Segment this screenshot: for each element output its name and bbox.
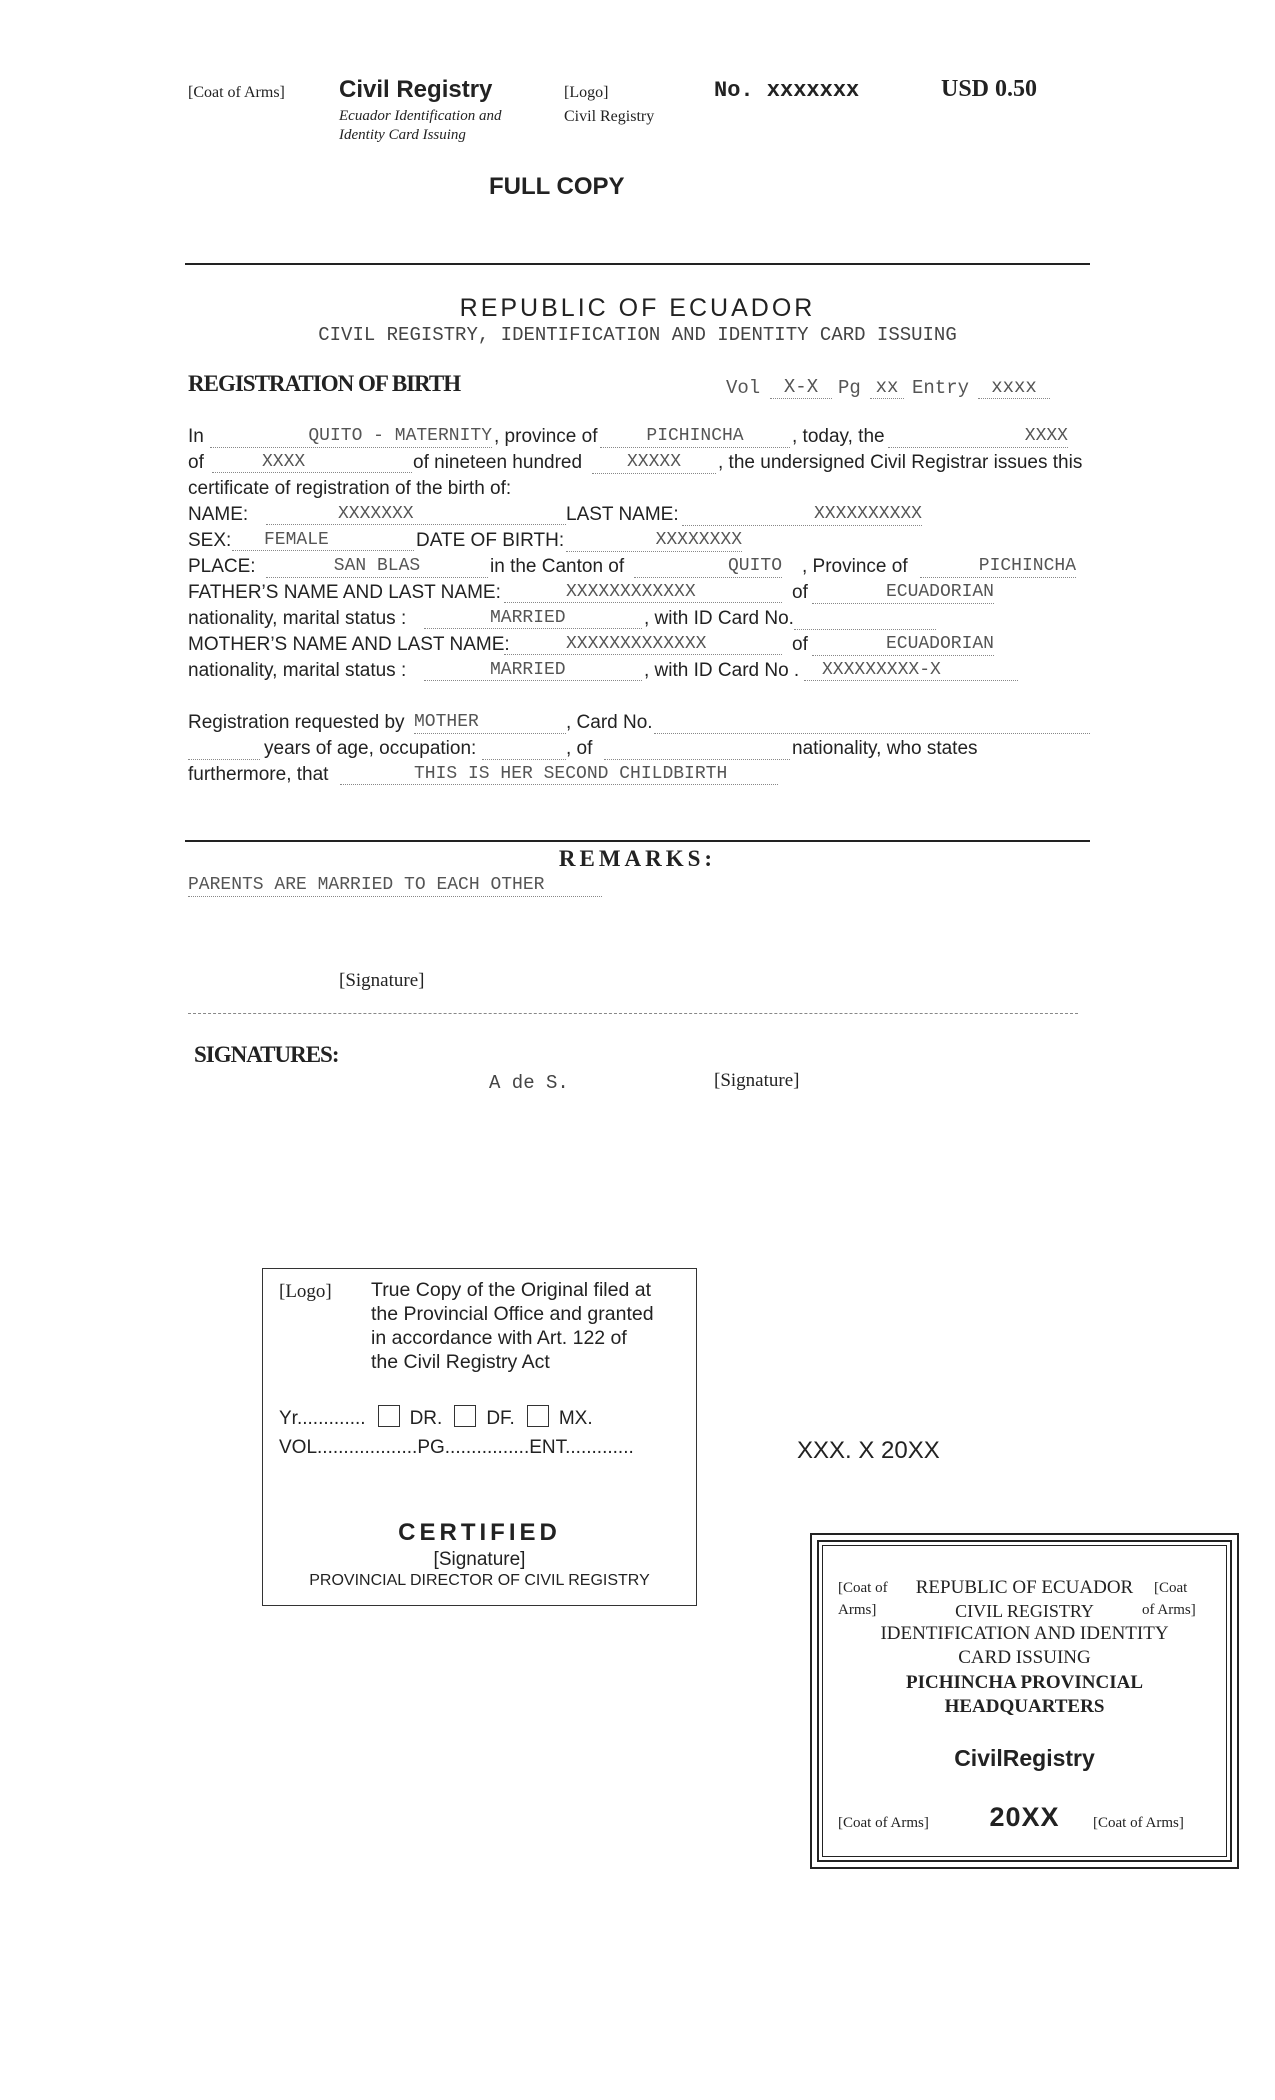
signatures-signature: [Signature] [714,1070,800,1091]
a-de-s: A de S. [489,1072,569,1094]
seal-card-issuing: CARD ISSUING [958,1647,1091,1668]
id-card-label: , with ID Card No. [644,608,794,629]
true-copy-line: the Provincial Office and granted [371,1303,654,1325]
sex-label: SEX: [188,530,232,551]
true-copy-box [262,1268,697,1606]
sex-field: FEMALE [232,529,414,551]
price: USD 0.50 [941,76,1038,102]
copy-type: FULL COPY [489,173,625,200]
place-field: SAN BLAS [266,555,488,578]
seal-coat-left: [Coat of [838,1580,888,1596]
seal-bottom-coat-left: [Coat of Arms] [838,1815,929,1831]
age-field [188,737,260,760]
mx-label: MX. [558,1408,593,1430]
place-of-issue-field: QUITO - MATERNITY [210,425,492,448]
of-nationality-label: of [792,582,808,603]
vol-field: X-X [770,376,832,399]
registry-subtitle: Ecuador Identification and [339,108,502,124]
df-checkbox[interactable] [454,1405,476,1427]
marital-status-label: nationality, marital status : [188,660,407,681]
seal-civil-registry: CIVIL REGISTRY [955,1601,1094,1621]
remarks-signature: [Signature] [339,970,425,991]
seal-civilregistry: CivilRegistry [954,1745,1095,1771]
of-label: of [188,452,204,473]
name-label: NAME: [188,504,249,525]
remarks-heading: REMARKS: [558,846,717,871]
province-field: PICHINCHA [600,425,790,448]
vol-label: Vol [726,377,761,399]
yr-label: Yr............. [279,1408,366,1430]
true-copy-logo: [Logo] [279,1281,332,1302]
true-copy-line: the Civil Registry Act [371,1351,550,1373]
certified-signature: [Signature] [433,1549,526,1570]
last-name-field: XXXXXXXXXX [682,503,922,526]
registration-heading: REGISTRATION OF BIRTH [188,371,461,396]
divider [185,840,1090,842]
statement-field: THIS IS HER SECOND CHILDBIRTH [340,763,778,785]
seal-identification: IDENTIFICATION AND IDENTITY [880,1623,1169,1644]
last-name-label: LAST NAME: [566,504,679,525]
true-copy-line: True Copy of the Original filed at [371,1279,651,1301]
father-marital-field: MARRIED [424,607,642,629]
seal-stamp [810,1533,1239,1869]
id-card-label: , with ID Card No . [644,660,800,681]
comma-of-label: , of [566,738,593,759]
coat-of-arms-placeholder: [Coat of Arms] [188,84,285,101]
today-label: , today, the [792,426,885,447]
dob-field: XXXXXXXX [566,529,742,552]
name-field: XXXXXXX [266,503,566,525]
dr-label: DR. [409,1408,443,1430]
in-label: In [188,426,204,447]
logo-placeholder: [Logo] [564,84,609,101]
occupation-field [482,737,566,760]
pg-field: xx [870,376,904,399]
seal-republic: REPUBLIC OF ECUADOR [915,1577,1134,1598]
certified-label: CERTIFIED [398,1519,561,1546]
day-field: XXXX [888,425,1068,448]
father-nationality-field: ECUADORIAN [812,581,994,604]
entry-label: Entry [912,377,970,399]
agency-subtitle: CIVIL REGISTRY, IDENTIFICATION AND IDENTITY CARD ISSUING [318,324,957,346]
requested-label: Registration requested by [188,712,405,733]
seal-year: 20XX [989,1802,1060,1832]
registry-subtitle: Identity Card Issuing [339,127,466,143]
birth-province-field: PICHINCHA [920,555,1076,578]
marital-status-label: nationality, marital status : [188,608,407,629]
nineteen-label: of nineteen hundred [413,452,583,473]
mx-checkbox[interactable] [527,1405,549,1427]
nationality-field [604,737,790,760]
seal-headquarters: HEADQUARTERS [944,1696,1105,1717]
father-name-field: XXXXXXXXXXXX [504,581,782,603]
dr-checkbox[interactable] [378,1405,400,1427]
card-label: , Card No. [566,712,653,733]
card-field [654,711,1090,734]
document-number: No. xxxxxxx [714,78,860,103]
years-label: years of age, occupation: [264,738,477,759]
mother-label: MOTHER’S NAME AND LAST NAME: [188,634,510,655]
country-title: REPUBLIC OF ECUADOR [459,294,816,322]
seal-bottom-coat-right: [Coat of Arms] [1093,1815,1184,1831]
place-label: PLACE: [188,556,256,577]
of-nationality-label: of [792,634,808,655]
registry-title: Civil Registry [339,76,493,103]
requested-by-field: MOTHER [414,711,566,734]
seal-coat-right: [Coat [1154,1580,1188,1596]
province-label: , province of [494,426,598,447]
vol-pg-ent-line: VOL...................PG................ENT............. [279,1437,634,1458]
pg-label: Pg [838,377,861,399]
remarks-text: PARENTS ARE MARRIED TO EACH OTHER [188,874,602,897]
canton-field: QUITO [634,555,782,578]
divider [185,263,1090,265]
issues-label: , the undersigned Civil Registrar issues this [718,452,1083,473]
furthermore-label: furthermore, that [188,764,329,785]
true-copy-line: in accordance with Art. 122 of [371,1327,627,1349]
df-label: DF. [486,1408,515,1430]
month-field: XXXX [212,451,412,473]
mother-name-field: XXXXXXXXXXXXX [504,633,782,655]
date-stamp: XXX. X 20XX [797,1437,940,1464]
dob-label: DATE OF BIRTH: [416,530,565,551]
mother-marital-field: MARRIED [424,659,642,681]
mother-nationality-field: ECUADORIAN [812,633,994,656]
director-label: PROVINCIAL DIRECTOR OF CIVIL REGISTRY [309,1572,650,1589]
canton-label: in the Canton of [490,556,625,577]
father-id-field [794,607,936,630]
signatures-heading: SIGNATURES: [194,1042,339,1067]
seal-arms-left: Arms] [838,1602,877,1618]
certificate-label: certificate of registration of the birth of: [188,478,512,499]
seal-pichincha: PICHINCHA PROVINCIAL [906,1672,1143,1693]
type-checkboxes [279,1405,593,1433]
signature-line [188,1013,1078,1014]
logo-caption: Civil Registry [564,108,655,125]
entry-field: xxxx [978,376,1050,399]
seal-arms-right: of Arms] [1142,1602,1196,1618]
province-of-label: , Province of [802,556,908,577]
nationality-states-label: nationality, who states [792,738,978,759]
year-field: XXXXX [592,451,716,474]
father-label: FATHER’S NAME AND LAST NAME: [188,582,501,603]
mother-id-field: XXXXXXXXX-X [804,659,1018,681]
